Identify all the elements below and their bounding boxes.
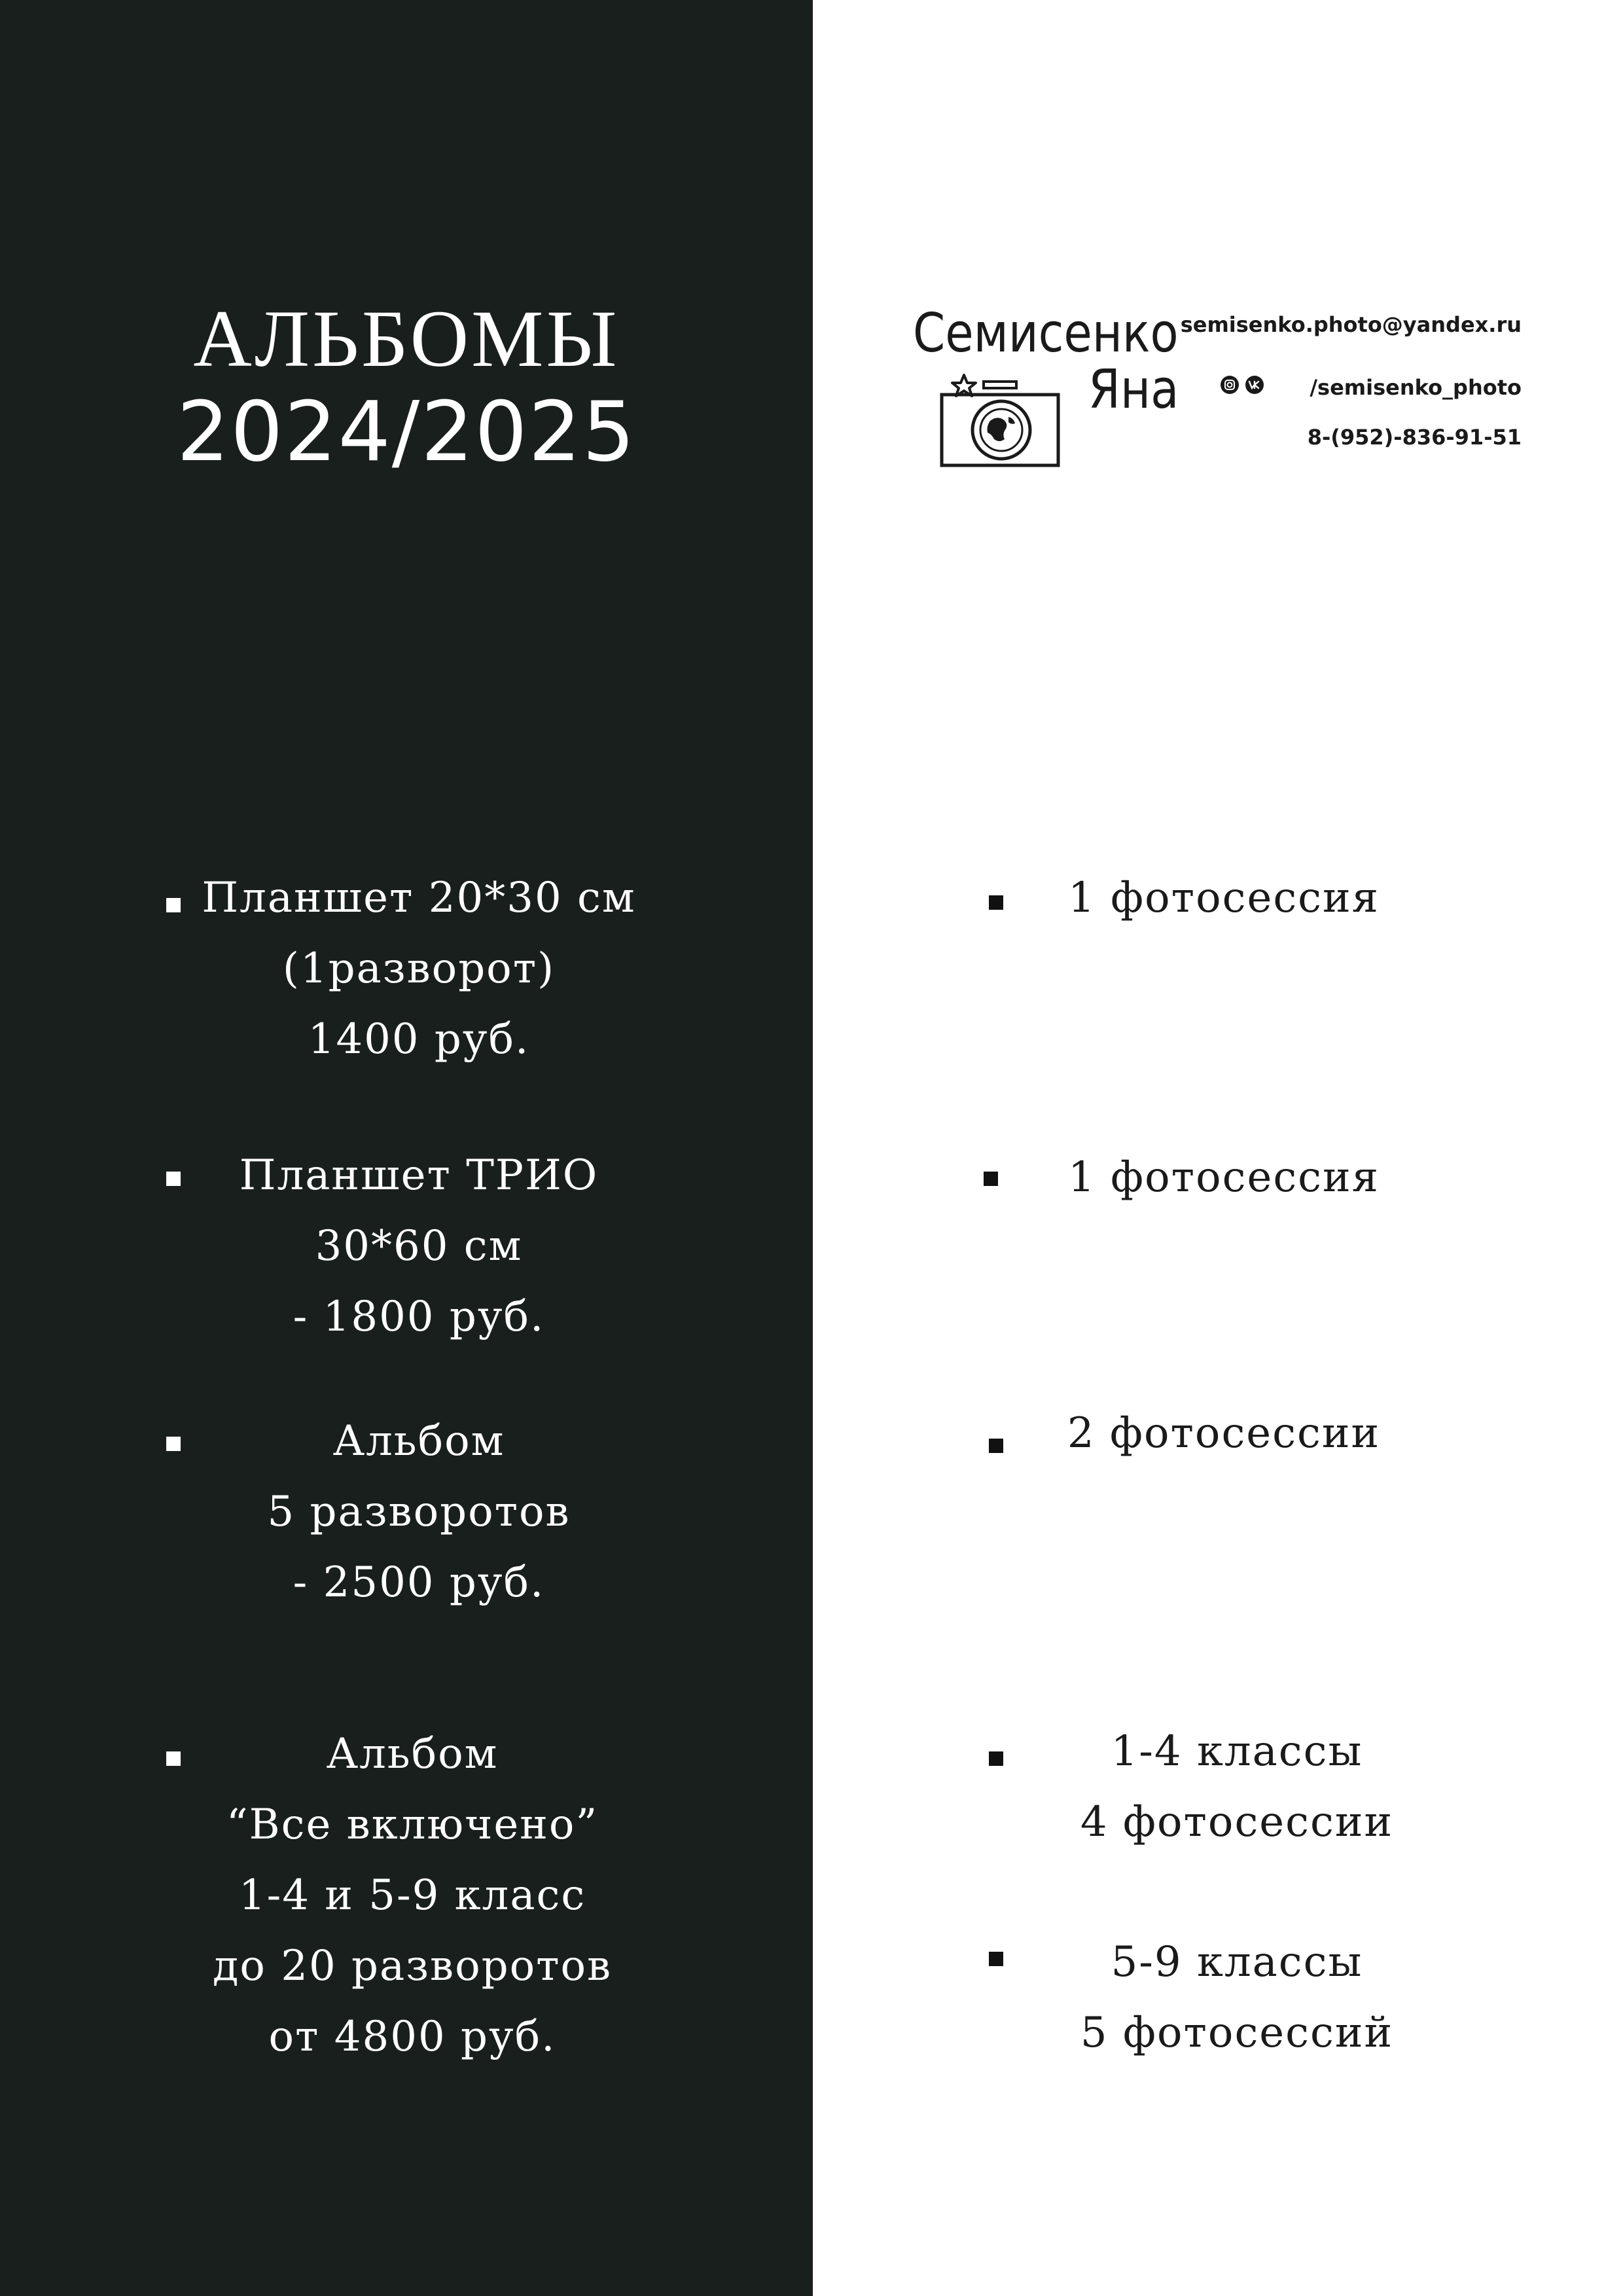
item-line: 5 фотосессий	[1080, 2009, 1394, 2057]
bullet-icon	[989, 1439, 1003, 1453]
bullet-icon	[166, 898, 181, 912]
item-left-description	[196, 863, 641, 1075]
item-line: 30*60 см	[315, 1222, 523, 1270]
vk-icon[interactable]	[1245, 376, 1264, 394]
item-line: 1 фотосессия	[1067, 874, 1380, 922]
logo-name-first: Семисенко	[913, 302, 1179, 365]
page-title: АЛЬБОМЫ	[193, 294, 620, 384]
bullet-icon	[989, 895, 1003, 910]
item-left-description	[196, 1140, 641, 1352]
instagram-icon[interactable]	[1221, 376, 1239, 394]
item-line: до 20 разворотов	[212, 1942, 613, 1990]
social-icons	[1219, 373, 1272, 397]
item-line: 5-9 классы	[1111, 1938, 1363, 1986]
item-right-sessions	[1034, 863, 1414, 933]
item-line: 5 разворотов	[267, 1488, 571, 1536]
bullet-icon	[166, 1437, 181, 1451]
item-line: 1 фотосессия	[1067, 1153, 1380, 1202]
item-line: Планшет 20*30 см	[202, 874, 636, 922]
logo	[913, 298, 1188, 468]
item-line: Альбом	[332, 1417, 505, 1465]
social-handle-link[interactable]: /semisenko_photo	[1310, 375, 1522, 400]
item-line: - 1800 руб.	[293, 1293, 545, 1341]
item-line: 4 фотосессии	[1080, 1798, 1394, 1846]
item-left-description	[196, 1406, 641, 1618]
bullet-icon	[989, 1952, 1003, 1966]
item-line: 2 фотосессии	[1067, 1409, 1381, 1458]
bullet-icon	[166, 1172, 181, 1186]
item-line: 1-4 классы	[1111, 1727, 1363, 1776]
item-line: 1400 руб.	[308, 1015, 530, 1064]
item-line: 1-4 и 5-9 класс	[238, 1871, 586, 1920]
logo-name-second: Яна	[1088, 359, 1179, 421]
email-link[interactable]: semisenko.photo@yandex.ru	[1180, 312, 1522, 337]
item-line: (1разворот)	[282, 944, 556, 993]
bullet-icon	[984, 1172, 998, 1186]
bullet-icon	[989, 1751, 1003, 1766]
item-right-sessions	[1047, 1716, 1427, 1857]
camera-icon	[938, 370, 1062, 468]
phone-link[interactable]: 8-(952)-836-91-51	[1307, 425, 1522, 450]
item-right-sessions	[1034, 1142, 1414, 1213]
item-line: Планшет ТРИО	[239, 1151, 599, 1200]
page-subtitle-year: 2024/2025	[177, 384, 636, 480]
item-right-sessions-extra	[1047, 1927, 1427, 2068]
item-right-sessions	[1034, 1398, 1414, 1469]
item-line: “Все включено”	[226, 1801, 599, 1849]
item-line: от 4800 руб.	[268, 2013, 556, 2061]
item-left-description	[170, 1719, 654, 2072]
item-line: Альбом	[326, 1730, 499, 1778]
item-line: - 2500 руб.	[293, 1558, 545, 1607]
